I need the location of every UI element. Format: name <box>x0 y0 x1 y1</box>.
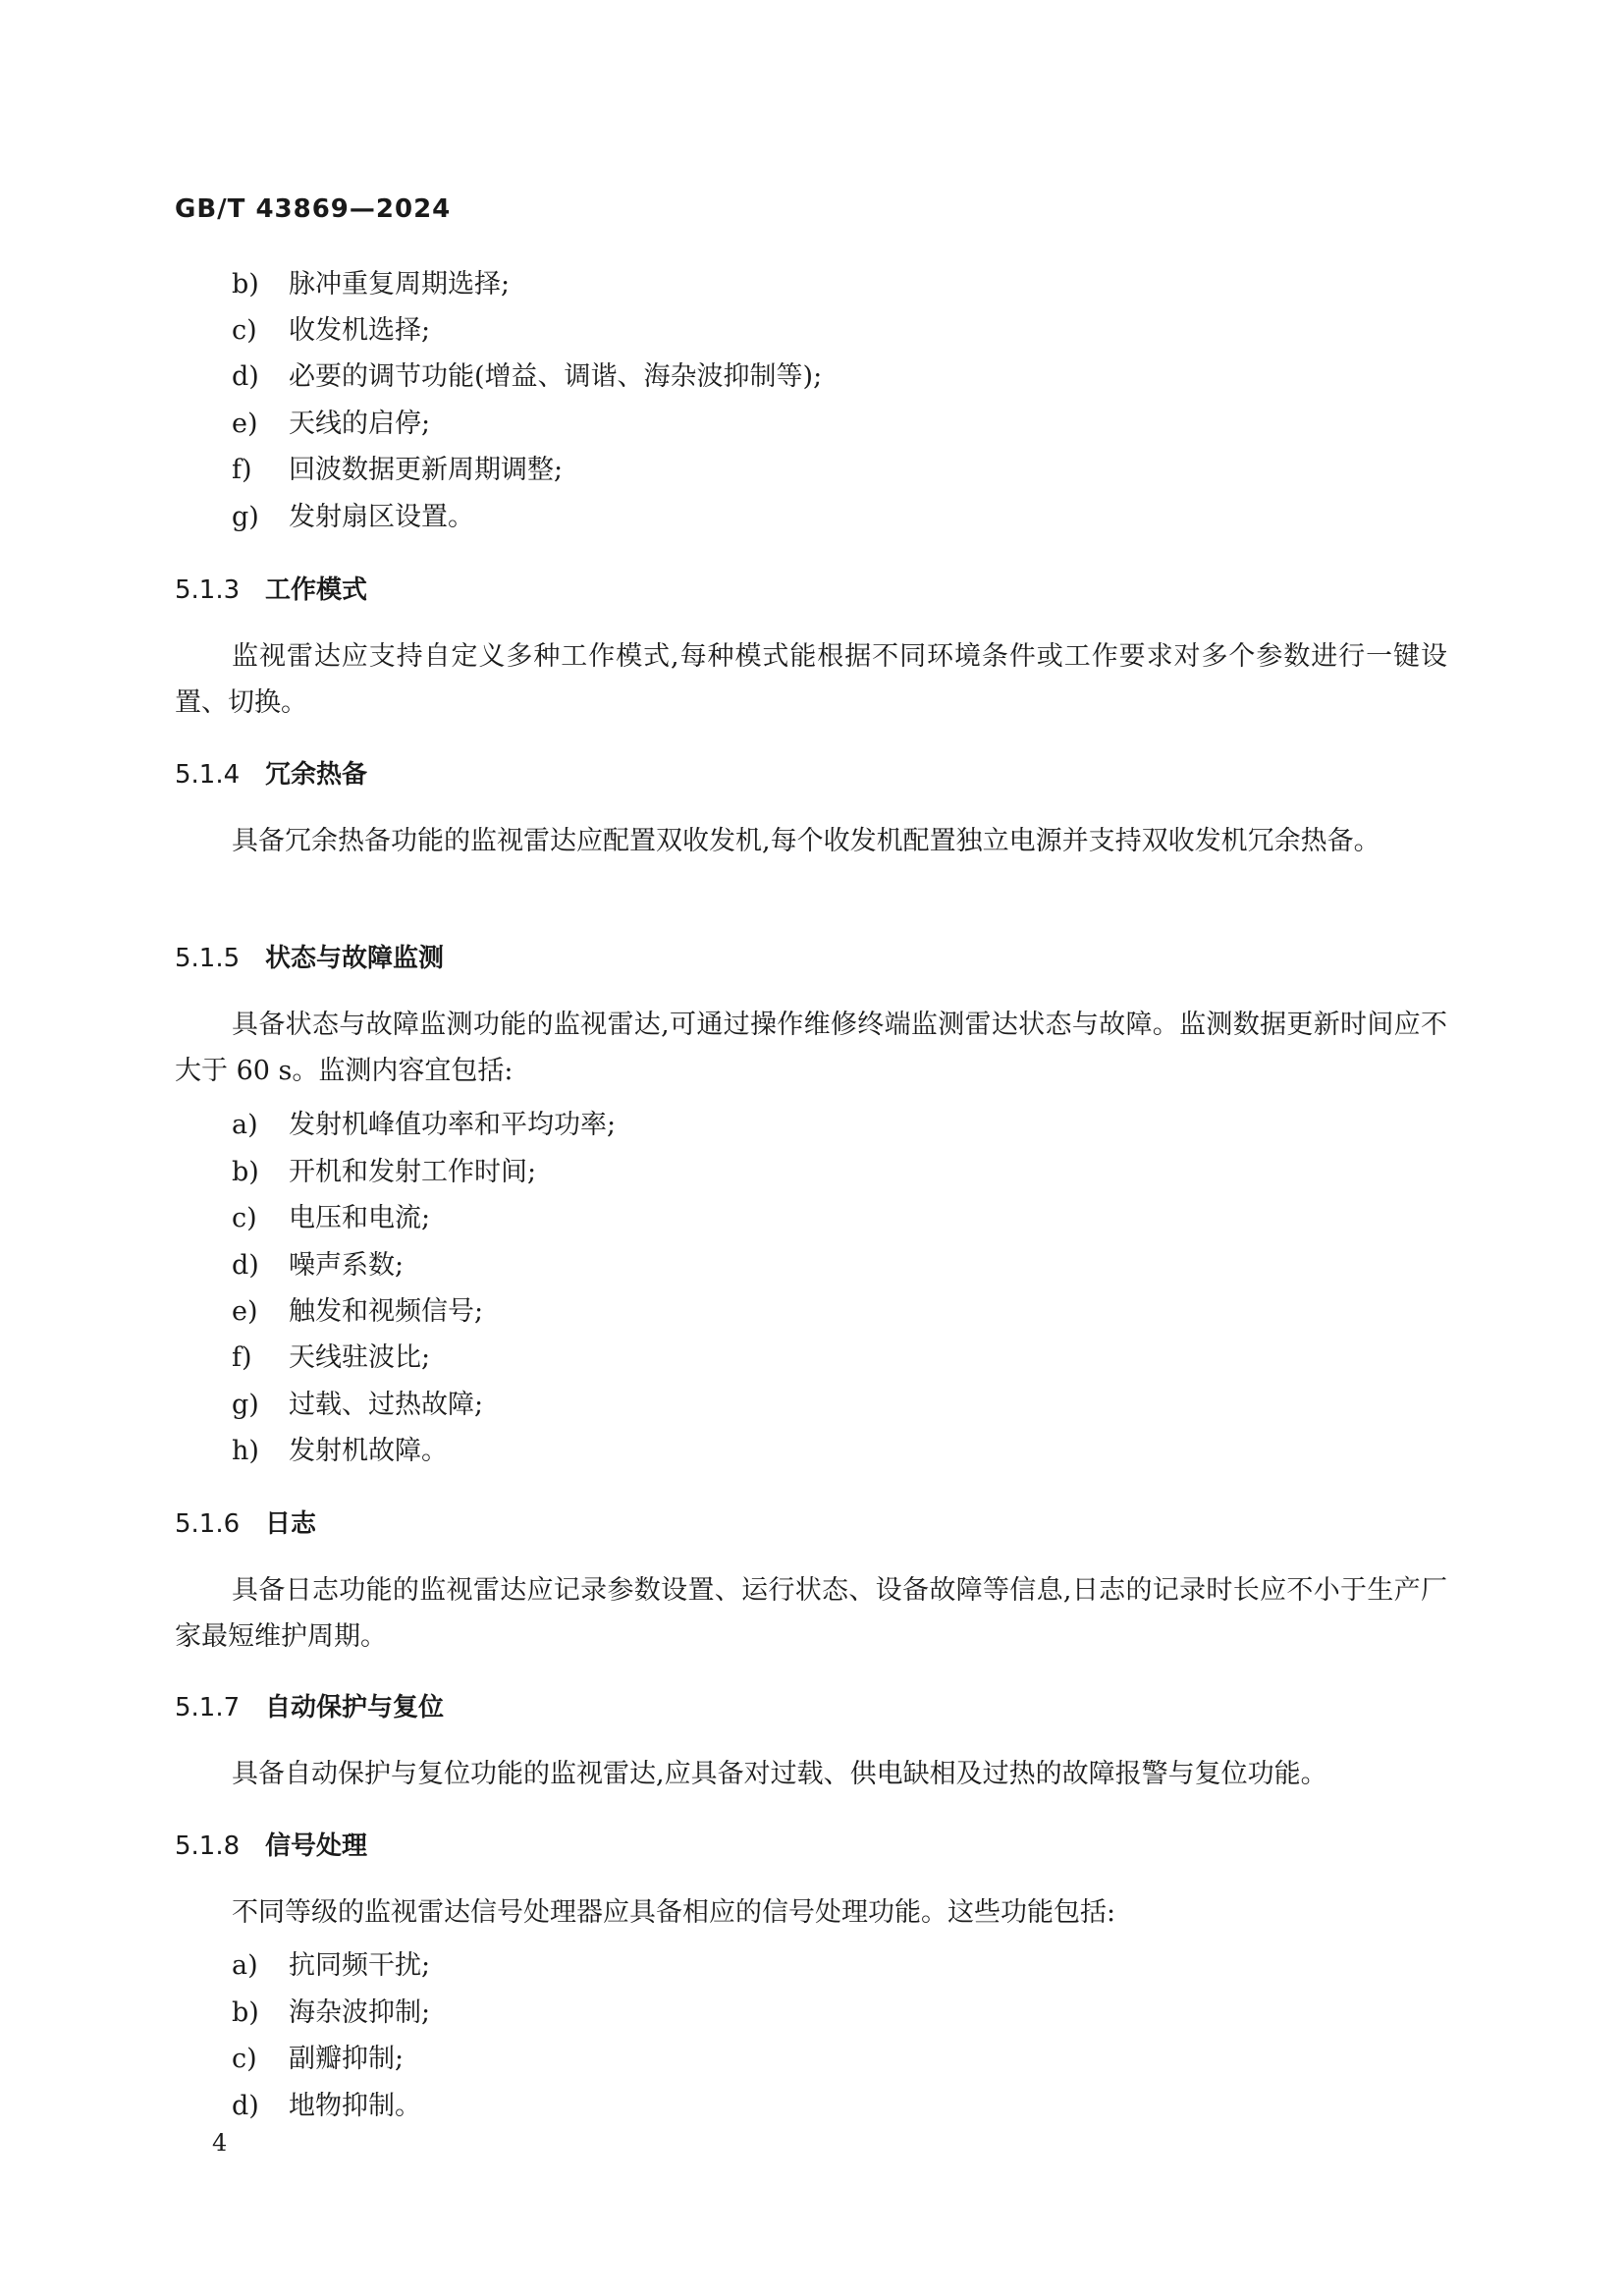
list-text: 必要的调节功能(增益、调谐、海杂波抑制等); <box>289 361 823 392</box>
section-number: 5.1.8 <box>175 1831 241 1861</box>
list-item <box>232 1435 448 1468</box>
list-marker: d) <box>232 2091 259 2121</box>
section-title: 信号处理 <box>265 1831 368 1861</box>
list-text: 开机和发射工作时间; <box>289 1157 537 1187</box>
list-marker: g) <box>232 1390 259 1420</box>
list-marker: f) <box>232 455 252 485</box>
section-number: 5.1.3 <box>175 575 241 605</box>
list-marker: c) <box>232 1203 257 1233</box>
list-text: 地物抑制。 <box>289 2091 421 2121</box>
section-number: 5.1.5 <box>175 944 241 973</box>
section-paragraph: 具备自动保护与复位功能的监视雷达,应具备对过载、供电缺相及过热的故障报警与复位功能。 <box>232 1759 1327 1789</box>
list-marker: c) <box>232 2044 257 2074</box>
page-number: 4 <box>212 2129 228 2157</box>
list-item <box>232 1156 536 1189</box>
list-text: 发射机峰值功率和平均功率; <box>289 1110 617 1140</box>
list-item <box>232 1249 404 1283</box>
section-heading-5-1-7 <box>175 1691 444 1724</box>
list-marker: b) <box>232 269 259 300</box>
list-item <box>232 1341 430 1375</box>
list-text: 收发机选择; <box>289 315 431 346</box>
list-marker: a) <box>232 1950 258 1981</box>
section-paragraph: 具备冗余热备功能的监视雷达应配置双收发机,每个收发机配置独立电源并支持双收发机冗余热备。 <box>232 826 1380 856</box>
list-item <box>232 314 430 348</box>
section-heading-5-1-6 <box>175 1507 316 1541</box>
list-text: 发射机故障。 <box>289 1436 448 1466</box>
section-heading-5-1-3 <box>175 574 367 607</box>
list-item <box>232 268 510 301</box>
list-text: 天线驻波比; <box>289 1342 431 1373</box>
list-marker: e) <box>232 409 258 439</box>
standard-code-header: GB/T 43869—2024 <box>175 194 452 224</box>
list-text: 过载、过热故障; <box>289 1390 484 1420</box>
list-text: 发射扇区设置。 <box>289 502 474 532</box>
section-heading-5-1-4 <box>175 758 367 792</box>
list-text: 回波数据更新周期调整; <box>289 455 564 485</box>
list-marker: c) <box>232 315 257 346</box>
list-text: 脉冲重复周期选择; <box>289 269 511 300</box>
list-text: 天线的启停; <box>289 409 431 439</box>
list-text: 触发和视频信号; <box>289 1296 484 1327</box>
section-title: 冗余热备 <box>265 760 368 790</box>
list-text: 海杂波抑制; <box>289 1997 431 2028</box>
section-title: 工作模式 <box>265 575 368 605</box>
list-item <box>232 501 474 534</box>
list-text: 副瓣抑制; <box>289 2044 405 2074</box>
list-marker: b) <box>232 1157 259 1187</box>
section-paragraph: 不同等级的监视雷达信号处理器应具备相应的信号处理功能。这些功能包括: <box>232 1897 1116 1928</box>
list-item <box>232 1295 483 1329</box>
list-marker: g) <box>232 502 259 532</box>
list-text: 抗同频干扰; <box>289 1950 431 1981</box>
list-marker: d) <box>232 1250 259 1281</box>
list-marker: d) <box>232 361 259 392</box>
section-heading-5-1-8 <box>175 1830 367 1863</box>
list-item <box>232 1996 430 2030</box>
section-title: 自动保护与复位 <box>265 1693 445 1722</box>
list-marker: h) <box>232 1436 259 1466</box>
list-marker: b) <box>232 1997 259 2028</box>
section-heading-5-1-5 <box>175 942 444 975</box>
section-number: 5.1.7 <box>175 1693 241 1722</box>
section-number: 5.1.6 <box>175 1509 241 1539</box>
list-item <box>232 2090 421 2123</box>
list-marker: e) <box>232 1296 258 1327</box>
list-item <box>232 1949 430 1983</box>
section-paragraph: 具备日志功能的监视雷达应记录参数设置、运行状态、设备故障等信息,日志的记录时长应不小于生产厂家最短维护周期。 <box>175 1575 1447 1652</box>
section-paragraph: 具备状态与故障监测功能的监视雷达,可通过操作维修终端监测雷达状态与故障。监测数据更新时间应不大于 60 s。监测内容宜包括: <box>175 1010 1447 1086</box>
list-marker: f) <box>232 1342 252 1373</box>
list-item <box>232 360 822 394</box>
section-title: 状态与故障监测 <box>265 944 445 973</box>
list-item <box>232 1389 483 1422</box>
list-item <box>232 408 430 441</box>
list-text: 电压和电流; <box>289 1203 431 1233</box>
list-item <box>232 1109 616 1142</box>
list-item <box>232 454 563 487</box>
section-title: 日志 <box>265 1509 317 1539</box>
section-number: 5.1.4 <box>175 760 241 790</box>
list-text: 噪声系数; <box>289 1250 405 1281</box>
list-item <box>232 2043 404 2076</box>
list-marker: a) <box>232 1110 258 1140</box>
list-item <box>232 1202 430 1235</box>
section-paragraph: 监视雷达应支持自定义多种工作模式,每种模式能根据不同环境条件或工作要求对多个参数进行一键设置、切换。 <box>175 641 1447 718</box>
